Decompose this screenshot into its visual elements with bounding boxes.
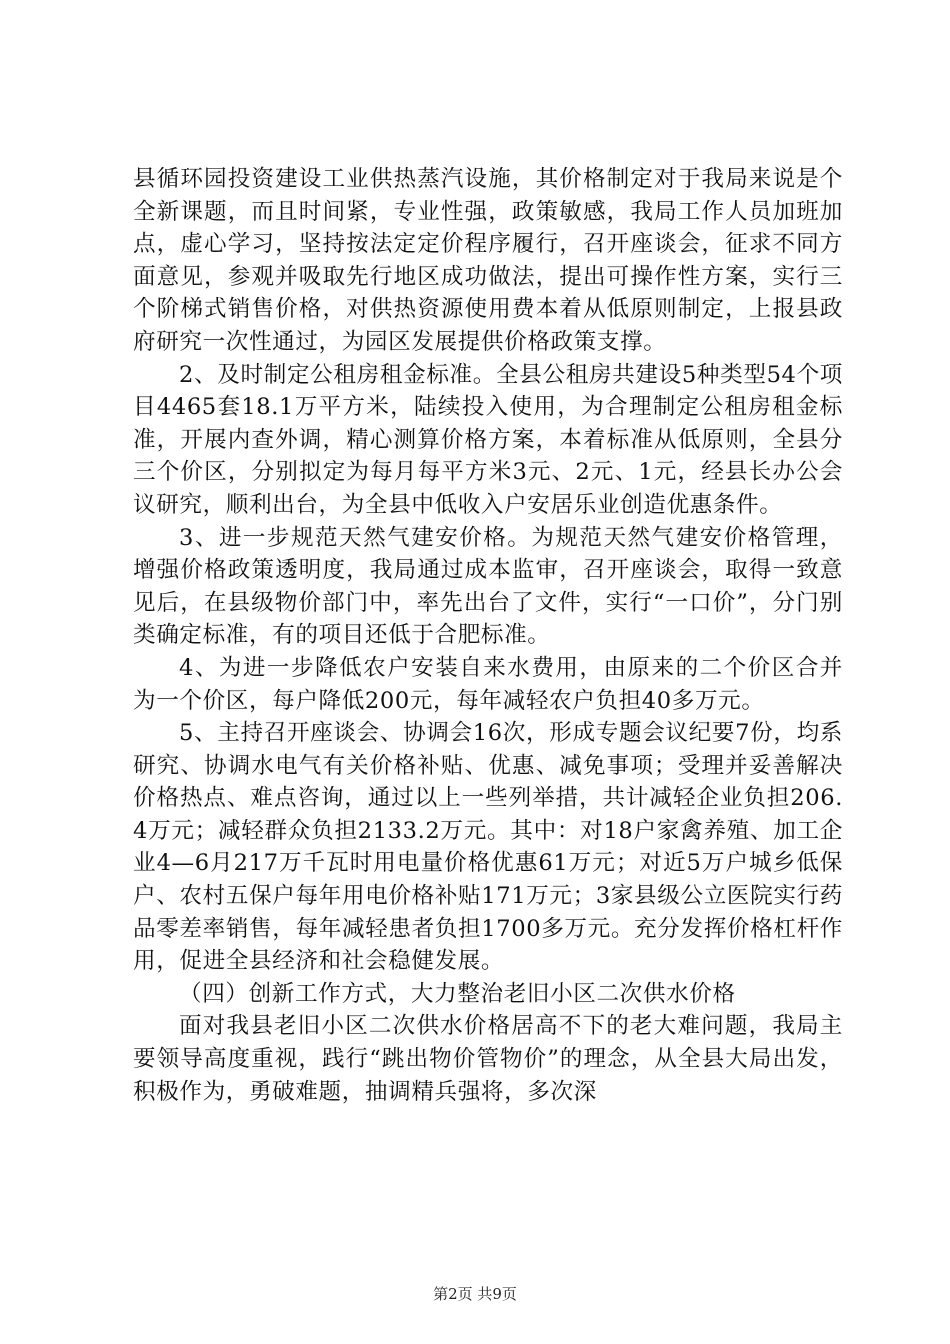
paragraph-item-2: 2、及时制定公租房租金标准。全县公租房共建设5种类型54个项目4465套18.1万平方米，陆续投入使用，为合理制定公租房租金标准，开展内查外调，精心测算价格方案，本着标准从低原则，全县分三个价区，分别拟定为每月每平方米3元、2元、1元，经县长办公会议研究，顺利出台，为全县中低收入户安居乐业创造优惠条件。: [133, 361, 843, 518]
paragraph-item-4: 4、为进一步降低农户安装自来水费用，由原来的二个价区合并为一个价区，每户降低200元，每年减轻农户负担40多万元。: [133, 654, 843, 714]
document-body: [133, 163, 843, 1108]
paragraph-continuation: 县循环园投资建设工业供热蒸汽设施，其价格制定对于我局来说是个全新课题，而且时间紧，专业性强，政策敏感，我局工作人员加班加点，虚心学习，坚持按法定定价程序履行，召开座谈会，征求不同方面意见，参观并吸取先行地区成功做法，提出可操作性方案，实行三个阶梯式销售价格，对供热资源使用费本着从低原则制定，上报县政府研究一次性通过，为园区发展提供价格政策支撑。: [133, 166, 843, 355]
paragraph-item-3: 3、进一步规范天然气建安价格。为规范天然气建安价格管理，增强价格政策透明度，我局通过成本监审，召开座谈会，取得一致意见后，在县级物价部门中，率先出台了文件，实行“一口价”，分门别类确定标准，有的项目还低于合肥标准。: [133, 524, 843, 649]
section-heading-4: （四）创新工作方式，大力整治老旧小区二次供水价格: [179, 980, 736, 1007]
paragraph-section-4: 面对我县老旧小区二次供水价格居高不下的老大难问题，我局主要领导高度重视，践行“跳出物价管物价”的理念，从全县大局出发，积极作为，勇破难题，抽调精兵强将，多次深: [133, 1013, 843, 1105]
paragraph-item-5: 5、主持召开座谈会、协调会16次，形成专题会议纪要7份，均系研究、协调水电气有关价格补贴、优惠、减免事项；受理并妥善解决价格热点、难点咨询，通过以上一些列举措，共计减轻企业负担206.4万元；减轻群众负担2133.2万元。其中：对18户家禽养殖、加工企业4—6月217万千瓦时用电量价格优惠61万元；对近5万户城乡低保户、农村五保户每年用电价格补贴171万元；3家县级公立医院实行药品零差率销售，每年减轻患者负担1700多万元。充分发挥价格杠杆作用，促进全县经济和社会稳健发展。: [133, 720, 843, 975]
page-footer: 第2页 共9页: [433, 1285, 517, 1303]
